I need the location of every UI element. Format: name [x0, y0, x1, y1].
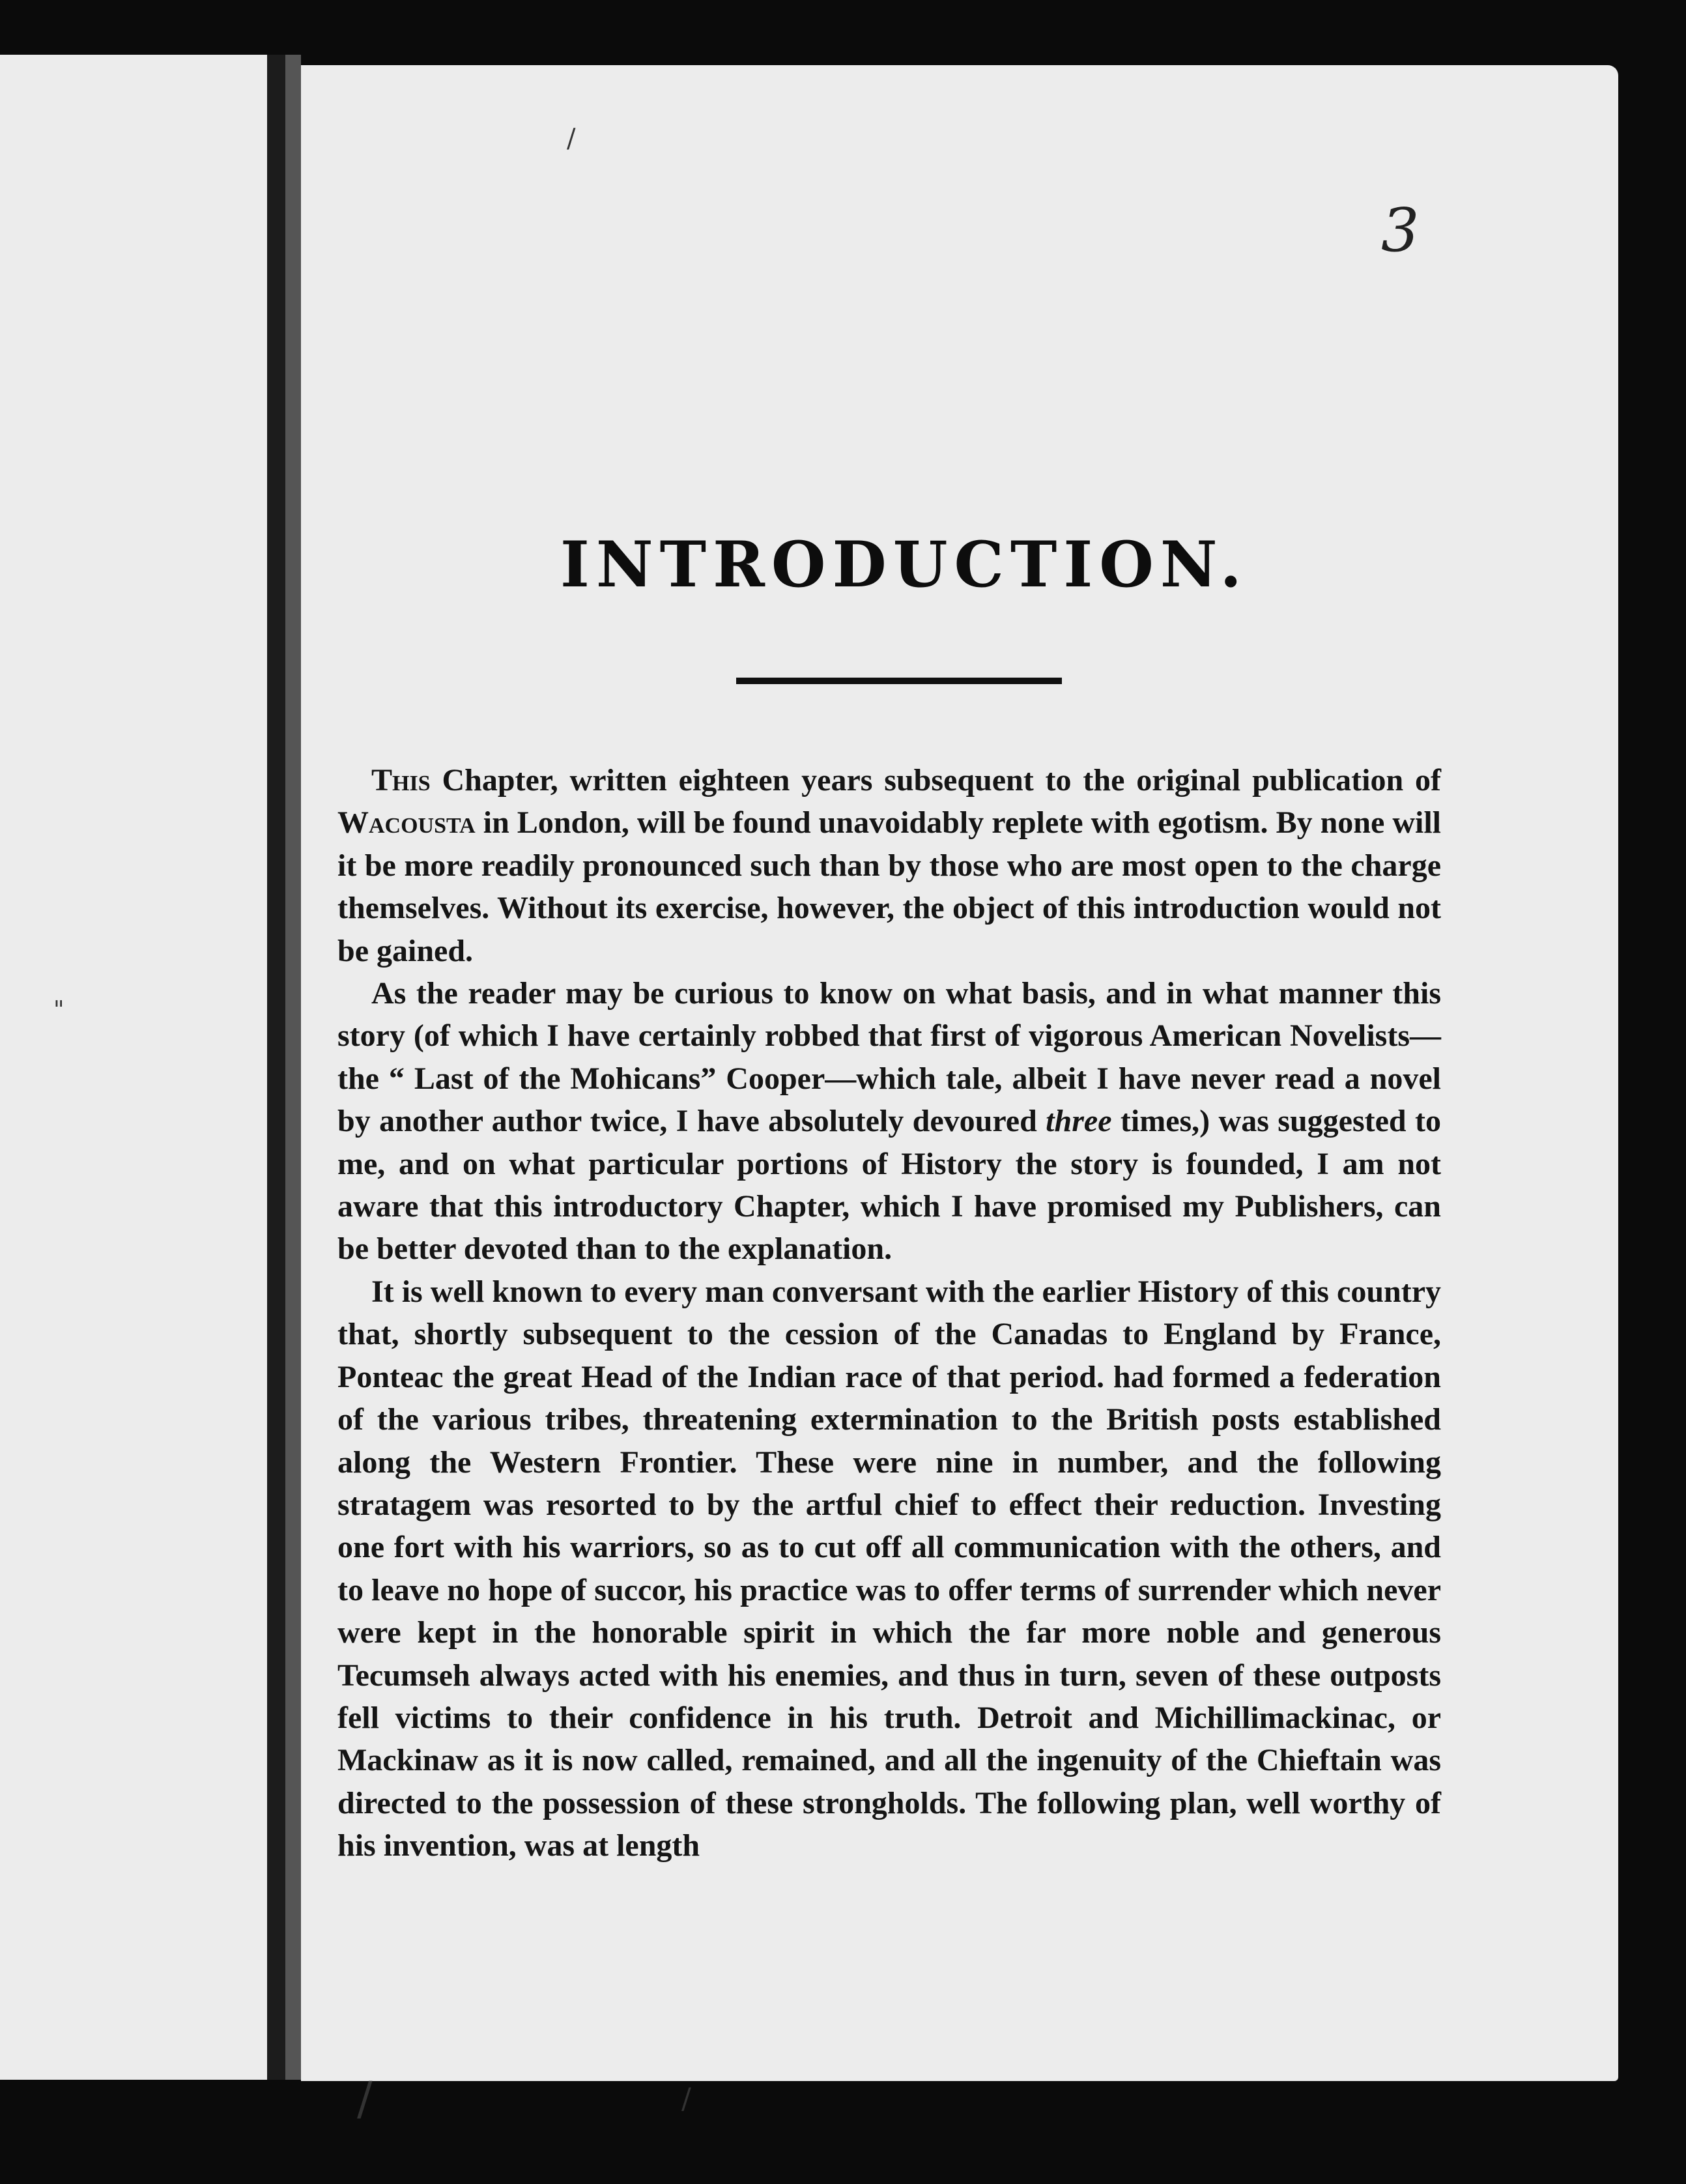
paragraph-2-before: As the reader may be curious to know on what basis, and in what manner this story (of which I have certainly robbed that first of vigorous American Novelists—the “ Last of the Mohicans” Cooper—which tale, albeit I have never read a novel by another author twice, I have absolutely devoured — [337, 976, 1441, 1139]
introduction-body — [337, 759, 1441, 1867]
drop-word: This — [371, 763, 431, 797]
paragraph-2-after: times,) was suggested to me, and on what particular portions of History the story is founded, I am not aware that this introductory Chapter, which I have promised my Publishers, can be better devoted than to the explanation. — [337, 1104, 1441, 1267]
scan-mark: / — [567, 124, 576, 154]
title-rule — [736, 678, 1062, 684]
book-title-name: Wacousta — [337, 805, 476, 841]
scan-mark: " — [53, 997, 64, 1024]
paragraph-1-rest: in London, will be found unavoidably replete with egotism. By none will it be more readily pronounced such than by those who are most open to the charge themselves. Without its exercise, however, the object of this introduction would not be gained. — [337, 805, 1441, 968]
paragraph-1-text: Chapter, written eighteen years subsequent to the original publication of — [430, 763, 1441, 797]
paragraph-3 — [337, 1271, 1441, 1867]
left-page — [0, 55, 267, 2080]
chapter-title: INTRODUCTION. — [560, 528, 1248, 601]
paragraph-1 — [337, 759, 1441, 972]
scan-mark: / — [357, 2072, 373, 2125]
page-number: 3 — [1381, 195, 1420, 265]
paragraph-3-text: It is well known to every man conversant with the earlier History of this country that, shortly subsequent to the cession of the Canadas to England by France, Ponteac the great Head of the Indian race of that period. had formed a federation of the various tribes, threatening extermination to the British posts established along the Western Frontier. These were nine in number, and the following stratagem was resorted to by the artful chief to effect their reduction. Investing one fort with his warriors, so as to cut off all communication with the others, and to leave no hope of succor, his practice was to offer terms of surrender which never were kept in the honorable spirit in which the far more noble and generous Tecumseh always acted with his enemies, and thus in turn, seven of these outposts fell victims to their confidence in his truth. Detroit and Michillimackinac, or Mackinaw as it is now called, remained, and all the ingenuity of the Chieftain was directed to the possession of these strongholds. The following plan, well worthy of his invention, was at length — [337, 1274, 1441, 1863]
scan-mark: / — [681, 2082, 691, 2116]
paragraph-2 — [337, 972, 1441, 1271]
emphasis-three: three — [1046, 1104, 1112, 1139]
spine-edge — [285, 55, 301, 2080]
